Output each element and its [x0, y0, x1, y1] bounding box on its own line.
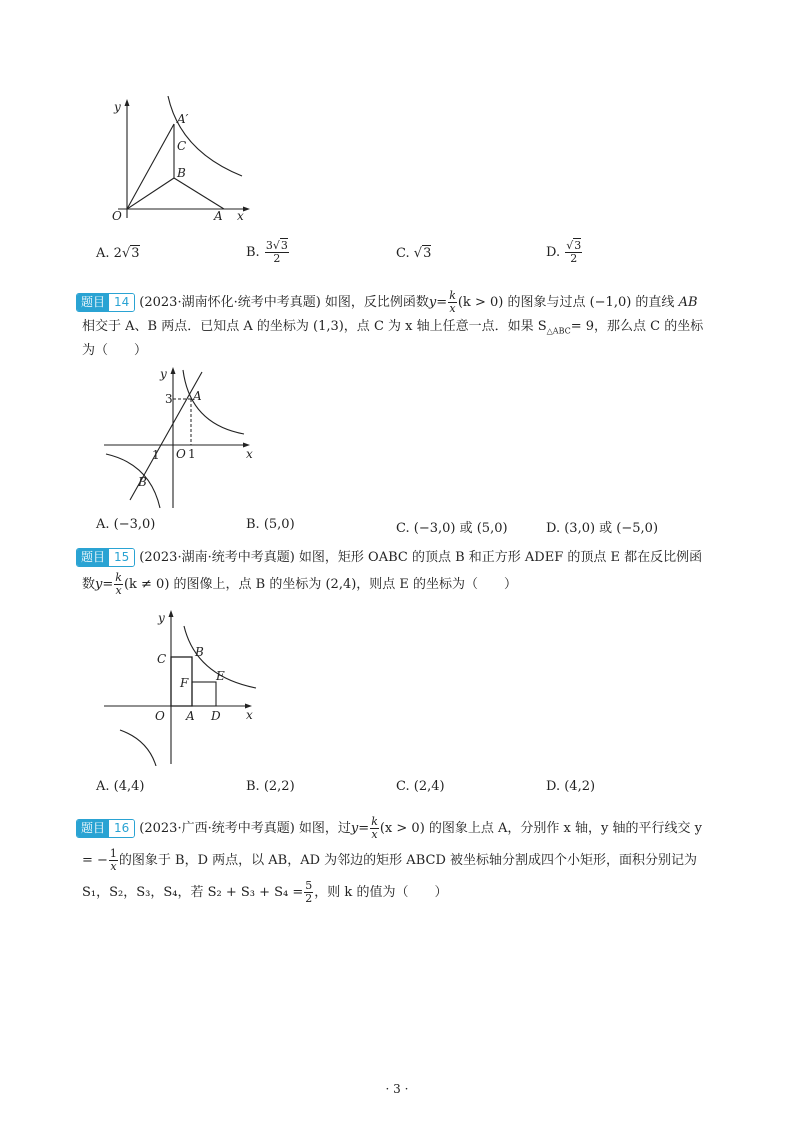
q15-figure	[104, 606, 264, 766]
q14-line-1: 题目 14 (2023·湖南怀化·统考中考真题) 如图，反比例函数y= $\frac{k}{x}$ (k > 0) 的图象与过点 (−1,0) 的直线 AB	[76, 290, 698, 315]
q14-option-a[interactable]: A. (−3,0)	[96, 517, 156, 532]
point-b-label: B	[138, 475, 147, 489]
q14-figure	[104, 364, 264, 512]
q15-badge: 题目 15	[76, 548, 135, 567]
point-a-label: A	[193, 389, 202, 403]
origin-label: O	[176, 447, 186, 461]
q14-badge: 题目 14	[76, 293, 135, 312]
tick-1-label: 1	[188, 447, 196, 461]
q13-option-b[interactable]: B. $\frac{3√3}{2}$	[246, 239, 288, 265]
q15-line-1: 题目 15 (2023·湖南·统考中考真题) 如图，矩形 OABC 的顶点 B 和正方形 ADEF 的顶点 E 都在反比例函	[76, 548, 702, 567]
q15-option-c[interactable]: C. (2,4)	[396, 779, 445, 794]
x-axis-label: x	[237, 209, 244, 223]
x-axis-label: x	[246, 447, 253, 461]
q14-option-d[interactable]: D. (3,0) 或 (−5,0)	[546, 521, 659, 536]
origin-label: O	[155, 709, 165, 723]
tick-3-label: 3	[165, 392, 173, 406]
point-a-label: A	[214, 209, 223, 223]
y-axis-label: y	[114, 100, 121, 114]
q13-option-d[interactable]: D. $\frac{√3}{2}$	[546, 239, 582, 265]
tick-neg1-label: 1	[152, 448, 160, 462]
point-e-label: E	[216, 669, 225, 683]
point-f-label: F	[180, 676, 189, 690]
point-a-prime-label: A′	[177, 112, 189, 126]
point-a-label: A	[186, 709, 195, 723]
point-d-label: D	[211, 709, 221, 723]
q15-option-a[interactable]: A. (4,4)	[96, 779, 145, 794]
q14-option-c[interactable]: C. (−3,0) 或 (5,0)	[396, 521, 508, 536]
q16-line-3: S₁，S₂，S₃，S₄，若 S₂ + S₃ + S₄ = $\frac{5}{2}$ ，则 k 的值为（ ）	[82, 879, 448, 905]
q14-line-2: 相交于 A、B 两点．已知点 A 的坐标为 (1,3)，点 C 为 x 轴上任意一点．如果 $S_{\triangle ABC}= 9$，那么点 C 的坐标	[82, 319, 704, 336]
page-number: · 3 ·	[385, 1082, 409, 1096]
q16-line-1: 题目 16 (2023·广西·统考中考真题) 如图，过y= $\frac{k}{x}$ (x > 0) 的图象上点 A，分别作 x 轴，y 轴的平行线交 y	[76, 816, 702, 841]
q14-line-3: 为（ ）	[82, 343, 148, 358]
x-axis-label: x	[246, 708, 253, 722]
q13-figure	[100, 96, 260, 226]
point-c-label: C	[177, 139, 187, 153]
q15-line-2: 数y= $\frac{k}{x}$ (k ≠ 0) 的图像上，点 B 的坐标为 (2,4)，则点 E 的坐标为（ ）	[82, 571, 518, 597]
y-axis-label: y	[160, 367, 167, 381]
q13-option-a[interactable]: A. 2√3	[96, 246, 140, 261]
q16-badge: 题目 16	[76, 819, 135, 838]
point-c-label: C	[157, 652, 167, 666]
point-b-label: B	[177, 166, 186, 180]
origin-label: O	[112, 209, 122, 223]
point-b-label: B	[195, 645, 204, 659]
q15-option-d[interactable]: D. (4,2)	[546, 779, 596, 794]
y-axis-label: y	[158, 611, 165, 625]
q15-option-b[interactable]: B. (2,2)	[246, 779, 295, 794]
q14-option-b[interactable]: B. (5,0)	[246, 517, 295, 532]
q13-option-c[interactable]: C. √3	[396, 246, 432, 261]
q16-line-2: = − $\frac{1}{x}$ 的图象于 B，D 两点，以 AB，AD 为邻边的矩形 ABCD 被坐标轴分割成四个小矩形，面积分别记为	[82, 847, 697, 873]
